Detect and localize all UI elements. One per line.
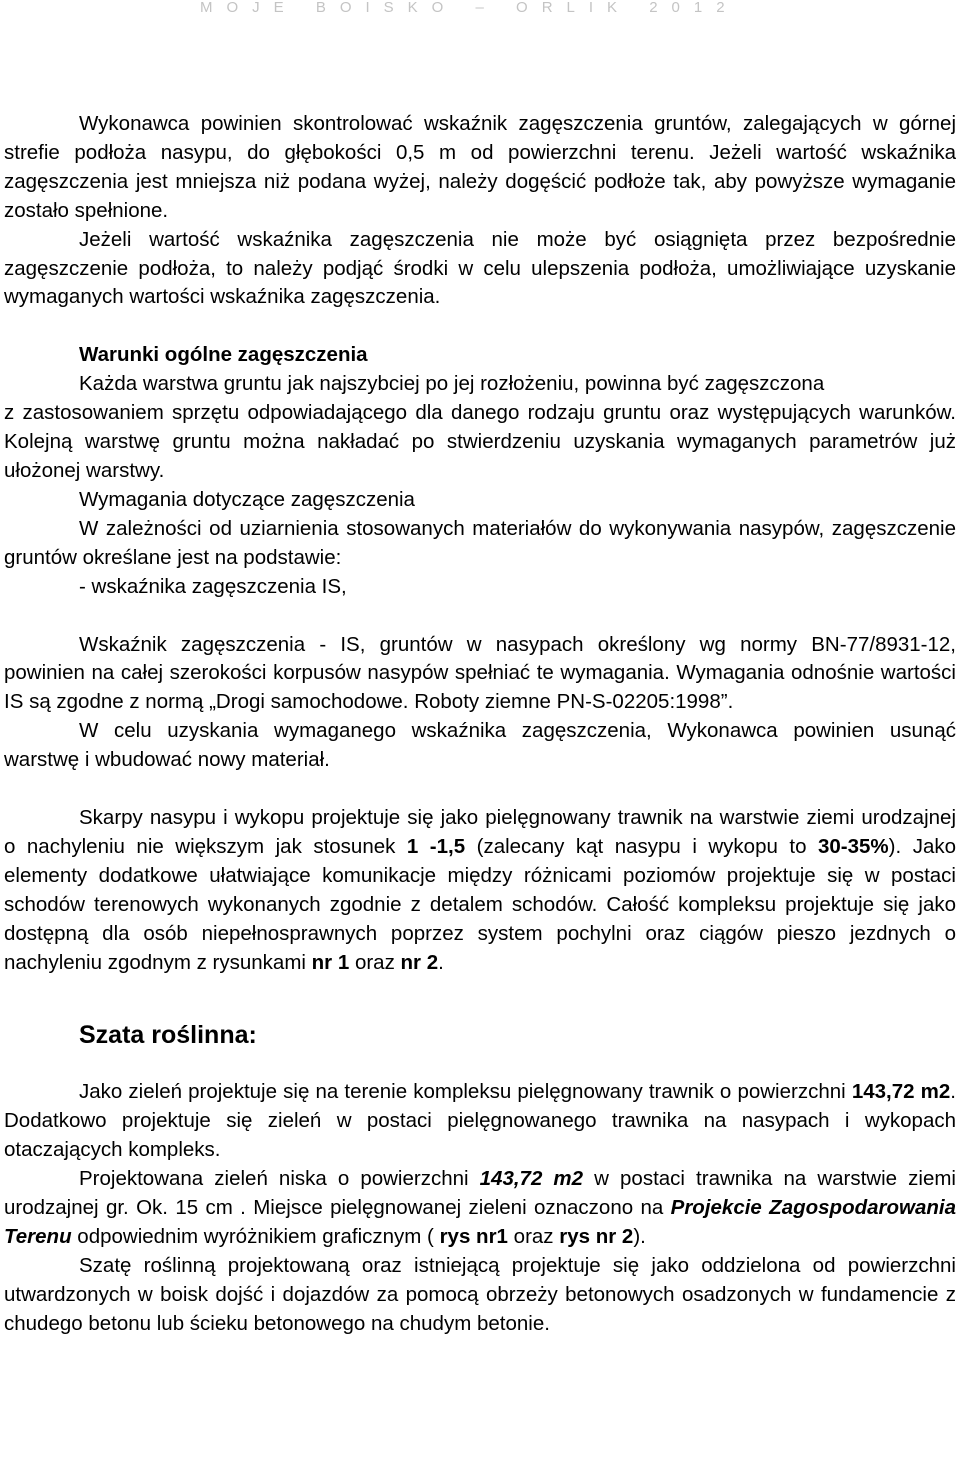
document-body bbox=[4, 110, 956, 1339]
lawn-text-1: Jako zieleń projektuje się na terenie kompleksu pielęgnowany trawnik o powierzchni bbox=[79, 1080, 852, 1104]
slopes-text-5: . bbox=[438, 950, 444, 974]
slopes-text-2: (zalecany kąt nasypu i wykopu to bbox=[465, 834, 818, 858]
spacer bbox=[4, 602, 956, 631]
greenery-text-4: oraz bbox=[507, 1225, 560, 1248]
paragraph-material-replacement: W celu uzyskania wymaganego wskaźnika zagęszczenia, Wykonawca powinien usunąć warstwę i wbudować nowy materiał. bbox=[4, 719, 956, 772]
drawing-ref-1: nr 1 bbox=[311, 950, 350, 974]
section-general-conditions bbox=[4, 341, 956, 486]
lawn-text-2: . Dodatkowo projektuje się zieleń w postaci pielęgnowanego trawnika na nasypach i wykopach otaczających kompleks. bbox=[4, 1080, 956, 1162]
paragraph-layer-line: Każda warstwa gruntu jak najszybciej po jej rozłożeniu, powinna być zagęszczona bbox=[79, 372, 825, 396]
greenery-area-value: 143,72 m2 bbox=[479, 1167, 584, 1191]
paragraph-compaction-improvement: Jeżeli wartość wskaźnika zagęszczenia nie może być osiągnięta przez bezpośrednie zagęszczenie podłoża, to należy podjąć środki w celu ulepszenia podłoża, umożliwiające uzyskanie wymaganych wartości wskaźnika zagęszczenia. bbox=[4, 227, 956, 309]
slopes-text-4: oraz bbox=[349, 950, 401, 974]
list-item-is-index: - wskaźnika zagęszczenia IS, bbox=[79, 574, 347, 598]
greenery-text-2: w postaci trawnika na warstwie ziemi urodzajnej gr. Ok. 15 cm . Miejsce pielęgnowanej zieleni oznaczono na bbox=[4, 1167, 956, 1220]
slope-angle: 30-35% bbox=[818, 834, 889, 858]
greenery-text-3: odpowiednim wyróżnikiem graficznym ( bbox=[71, 1225, 440, 1248]
section-compaction-requirements bbox=[4, 486, 956, 602]
heading-compaction-requirements: Wymagania dotyczące zagęszczenia bbox=[79, 487, 415, 511]
paragraph-lawn-area bbox=[4, 1078, 956, 1165]
site-plan-ref: Projekcie Zagospodarowania Terenu bbox=[4, 1196, 956, 1248]
paragraph-compaction-control: Wykonawca powinien skontrolować wskaźnik zagęszczenia gruntów, zalegających w górnej strefie podłoża nasypu, do głębokości 0,5 m od powierzchni terenu. Jeżeli wartość wskaźnika zagęszczenia jest mniejsza niż podana wyżej, należy dogęścić podłoże tak, aby powyższe wymaganie zostało spełnione. bbox=[4, 112, 956, 222]
slopes-text-1: Skarpy nasypu i wykopu projektuje się jako pielęgnowany trawnik na warstwie ziemi urodzajnej o nachyleniu nie większym jak stosunek bbox=[4, 806, 956, 858]
page-header: MOJE BOISKO – ORLIK 2012 bbox=[200, 0, 739, 16]
greenery-text-1: Projektowana zieleń niska o powierzchni bbox=[79, 1167, 480, 1191]
heading-general-conditions: Warunki ogólne zagęszczenia bbox=[79, 343, 368, 367]
paragraph-layer-equipment: z zastosowaniem sprzętu odpowiadającego dla danego rodzaju gruntu oraz występujących warunków. Kolejną warstwę gruntu można nakładać po stwierdzeniu uzyskania wymaganych parametrów już ułożonej warstwy. bbox=[4, 401, 956, 482]
drawing-ref-rys2: rys nr 2 bbox=[559, 1225, 634, 1248]
slopes-text-3: ). Jako elementy dodatkowe ułatwiające komunikacje między różnicami poziomów projektuje się w postaci schodów terenowych wykonanych zgodnie z detalem schodów. Całość kompleksu projektuje się jako dostępną dla osób niepełnosprawnych poprzez system pochylni oraz ciągów pieszo jezdnych o nachyleniu zgodnym z rysunkami bbox=[4, 834, 956, 974]
drawing-ref-rys1: rys nr1 bbox=[439, 1225, 508, 1248]
paragraph-curbs: Szatę roślinną projektowaną oraz istniejącą projektuje się jako oddzielona od powierzchni utwardzonych w boisk dojść i dojazdów za pomocą obrzeży betonowych osadzonych w fundamencie z chudego betonu lub ścieku betonowego na chudym betonie. bbox=[4, 1253, 956, 1335]
drawing-ref-2: nr 2 bbox=[400, 950, 439, 974]
lawn-area-value: 143,72 m2 bbox=[851, 1080, 951, 1104]
slope-ratio: 1 -1,5 bbox=[406, 834, 466, 858]
paragraph-slopes bbox=[4, 804, 956, 977]
paragraph-low-greenery bbox=[4, 1165, 956, 1252]
paragraph-is-index-norm: Wskaźnik zagęszczenia - IS, gruntów w nasypach określony wg normy BN-77/8931-12, powinien na całej szerokości korpusów nasypów spełniać te wymagania. Wymagania odnośnie wartości IS są zgodne z normą „Drogi samochodowe. Roboty ziemne PN-S-02205:1998”. bbox=[4, 632, 956, 714]
section-title-vegetation: Szata roślinna: bbox=[79, 1021, 257, 1050]
greenery-text-5: ). bbox=[633, 1225, 646, 1248]
paragraph-grain-size: W zależności od uziarnienia stosowanych materiałów do wykonywania nasypów, zagęszczenie gruntów określane jest na podstawie: bbox=[4, 516, 956, 569]
